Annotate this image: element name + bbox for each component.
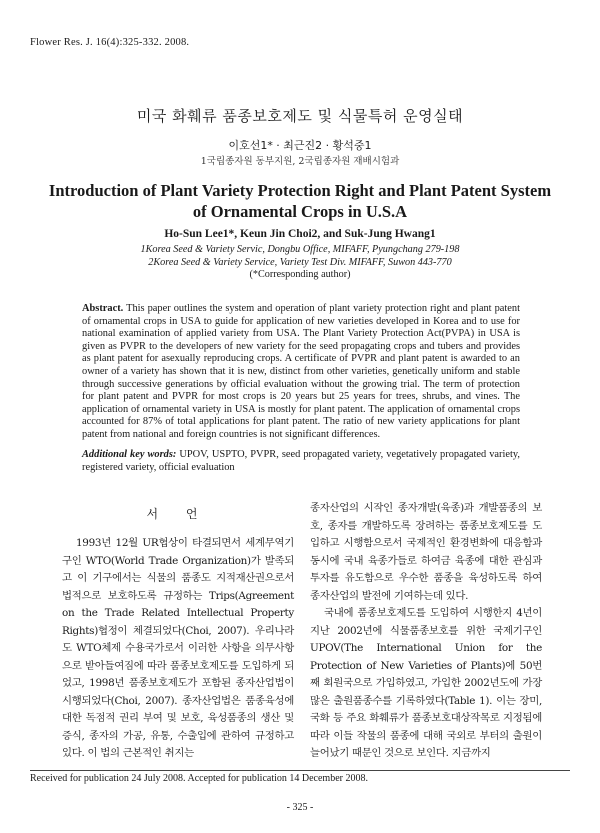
english-title-line2: of Ornamental Crops in U.S.A xyxy=(192,202,408,221)
left-paragraph: 1993년 12월 UR협상이 타결되면서 세계무역기구인 WTO(World Trade Organization)가 발족되고 이 기구에서는 식물의 품종도 지적재산권으로서 법적으로 보호하도록 규정하는 Trips(Agreement on the Trade Related Intellectual Property Rights)협정이 체결되었다(Choi, 2007). 우리나라도 WTO체제 수용국가로서 이러한 사항을 의무사항으로 받아들여짐에 따라 품종보호제도를 도입하게 되었고, 1998년 품종보호제도가 포함된 종자산업법이 시행되었다(Choi, 2007). 종자산업법은 품종육성에 대한 독점적 권리 부여 및 보호, 육성품종의 생산 및 증식, 종자의 가공, 유통, 수출입에 관하여 규정하고 있다. 이 법의 근본적인 취지는 xyxy=(62,537,294,759)
right-paragraph-1: 종자산업의 시작인 종자개발(육종)과 개발품종의 보호, 종자를 개발하도록 장려하는 품종보호제도를 도입하고 시행함으로서 국제적인 환경변화에 대응함과 동시에 국내 육종가들로 하여금 육종에 대한 관심과 투자를 유도함으로 우수한 품종을 육성하도록 하여 종자산업의 발전에 기여하는데 있다. xyxy=(310,502,542,602)
korean-affiliations: 1국립종자원 동부지원, 2국립종자원 재배시험과 xyxy=(200,156,400,167)
received-date-note: Received for publication 24 July 2008. Accepted for publication 14 December 2008. xyxy=(30,773,368,784)
corresponding-author-note: (*Corresponding author) xyxy=(249,269,351,280)
section-heading-introduction: 서 언 xyxy=(146,507,210,521)
english-authors: Ho-Sun Lee1*, Keun Jin Choi2, and Suk-Jung Hwang1 xyxy=(164,228,436,240)
page-number: - 325 - xyxy=(286,802,314,813)
affiliation-2: 2Korea Seed & Variety Service, Variety Test Div. MIFAFF, Suwon 443-770 xyxy=(148,257,452,268)
abstract-label: Abstract. xyxy=(82,303,124,314)
journal-citation: Flower Res. J. 16(4):325-332. 2008. xyxy=(30,37,190,48)
abstract xyxy=(82,303,520,442)
keywords xyxy=(82,449,520,474)
keywords-label: Additional key words: xyxy=(82,449,177,460)
korean-title: 미국 화훼류 품종보호제도 및 식물특허 운영실태 xyxy=(136,107,464,125)
english-title-line1: Introduction of Plant Variety Protection Right and Plant Patent System xyxy=(48,181,552,200)
english-title xyxy=(40,180,560,222)
body-right-column xyxy=(310,500,542,763)
right-paragraph-2: 국내에 품종보호제도를 도입하여 시행한지 4년이 지난 2002년에 식물품종보호를 위한 국제기구인 UPOV(The International Union for the Protection of New Varieties of Plants)에 50번째 회원국으로 가입하였고, 가입한 2002년도에 가장 많은 출원품종수를 기록하였다(Table 1). 이는 장미, 국화 등 주요 화훼류가 품종보호대상작목로 지정됨에 따라 이들 작물의 품종에 대해 국외로 부터의 출원이 늘어났기 때문인 것으로 보인다. 지금까지 xyxy=(310,607,542,759)
keywords-text: UPOV, USPTO, PVPR, seed propagated variety, vegetatively propagated variety, registered variety, official evaluation xyxy=(82,449,520,473)
abstract-text: This paper outlines the system and operation of plant variety protection right and plant patent of ornamental crops in USA to guide for application of new varieties developed in Korea and to use for national examination of applied variety from USA. The Plant Variety Protection Act(PVPA) in USA is given as PVPR to the developers of new variety for the seed propagating crops and tubers and provides as plant patent for asexually reproducing crops. A certificate of PVPR and plant patent is awarded to an owner of a variety has shown that it is new, distinct from other varieties, genetically uniform and stable through successive generations by official evaluation without the growing trial. The term of protection for plant patent and PVPR for most crops is 20 years but 25 years for trees, shrubs, and vines. The application of ornamental variety in USA is mostly for plant patent. The application of ornamental crops accounted for 87% of total applications for plant patent. The ratio of new variety applications for plant patent from national and foreign countries is not significant differences. xyxy=(82,303,520,440)
english-affiliations xyxy=(0,243,600,269)
korean-authors: 이호선1* · 최근진2 · 황석중1 xyxy=(228,139,372,152)
footnote-divider xyxy=(30,770,570,771)
affiliation-1: 1Korea Seed & Variety Servic, Dongbu Office, MIFAFF, Pyungchang 279-198 xyxy=(140,244,460,255)
body-left-column xyxy=(62,535,294,763)
